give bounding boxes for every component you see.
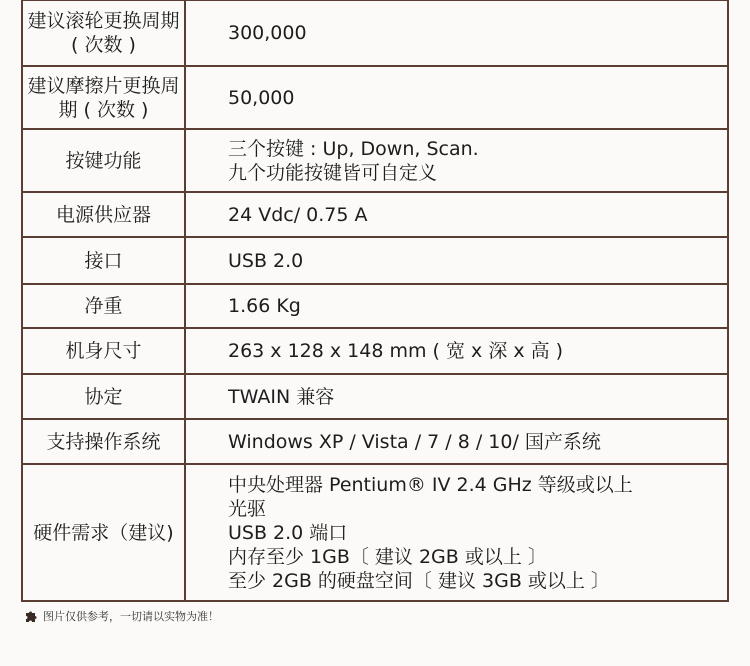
spec-value xyxy=(185,66,728,129)
table-row xyxy=(22,284,728,328)
spec-label: 接口 xyxy=(22,237,185,284)
table-row xyxy=(22,237,728,284)
value-line: Windows XP / Vista / 7 / 8 / 10/ 国产系统 xyxy=(228,430,601,453)
table-row xyxy=(22,419,728,464)
value-line: 九个功能按键皆可自定义 xyxy=(228,161,438,184)
spec-value xyxy=(185,0,728,66)
spec-label: 电源供应器 xyxy=(22,192,185,237)
value-line: USB 2.0 端口 xyxy=(228,521,348,544)
value-line: 中央处理器 Pentium® IV 2.4 GHz 等级或以上 xyxy=(228,473,633,496)
table-row xyxy=(22,192,728,237)
spec-label: 机身尺寸 xyxy=(22,328,185,374)
value-line: 内存至少 1GB〔 建议 2GB 或以上 〕 xyxy=(228,545,547,568)
value-line: 263 x 128 x 148 mm ( 宽 x 深 x 高 ) xyxy=(228,340,564,362)
spec-value xyxy=(185,284,728,328)
value-line: 三个按键 : Up, Down, Scan. xyxy=(228,137,479,160)
spec-value xyxy=(185,328,728,374)
value-line: 光驱 xyxy=(228,497,267,520)
spec-value xyxy=(185,129,728,192)
value-line: 24 Vdc/ 0.75 A xyxy=(228,203,368,226)
spec-label: 支持操作系统 xyxy=(22,419,185,464)
spec-label: 建议滚轮更换周期 ( 次数 ) xyxy=(22,0,185,66)
spec-label: 按键功能 xyxy=(22,129,185,192)
spec-label: 净重 xyxy=(22,284,185,328)
table-row xyxy=(22,129,728,192)
table-row xyxy=(22,374,728,419)
table-row xyxy=(22,66,728,129)
puzzle-icon xyxy=(24,609,38,623)
spec-value xyxy=(185,464,728,601)
value-line: 50,000 xyxy=(228,86,295,109)
value-line: 300,000 xyxy=(228,22,307,44)
value-line: USB 2.0 xyxy=(228,249,304,272)
value-line: 1.66 Kg xyxy=(228,295,301,317)
spec-value xyxy=(185,237,728,284)
table-row xyxy=(22,0,728,66)
specifications-table xyxy=(21,0,729,602)
disclaimer-text: 图片仅供参考，一切请以实物为准！ xyxy=(43,610,219,623)
spec-value xyxy=(185,192,728,237)
table-row xyxy=(22,328,728,374)
table-row xyxy=(22,464,728,601)
spec-value xyxy=(185,374,728,419)
disclaimer xyxy=(24,608,219,624)
spec-label: 硬件需求（建议) xyxy=(22,464,185,601)
value-line: TWAIN 兼容 xyxy=(228,385,335,408)
spec-label: 建议摩擦片更换周期 ( 次数 ) xyxy=(22,66,185,129)
value-line: 至少 2GB 的硬盘空间〔 建议 3GB 或以上 〕 xyxy=(228,569,610,592)
spec-label: 协定 xyxy=(22,374,185,419)
spec-value xyxy=(185,419,728,464)
